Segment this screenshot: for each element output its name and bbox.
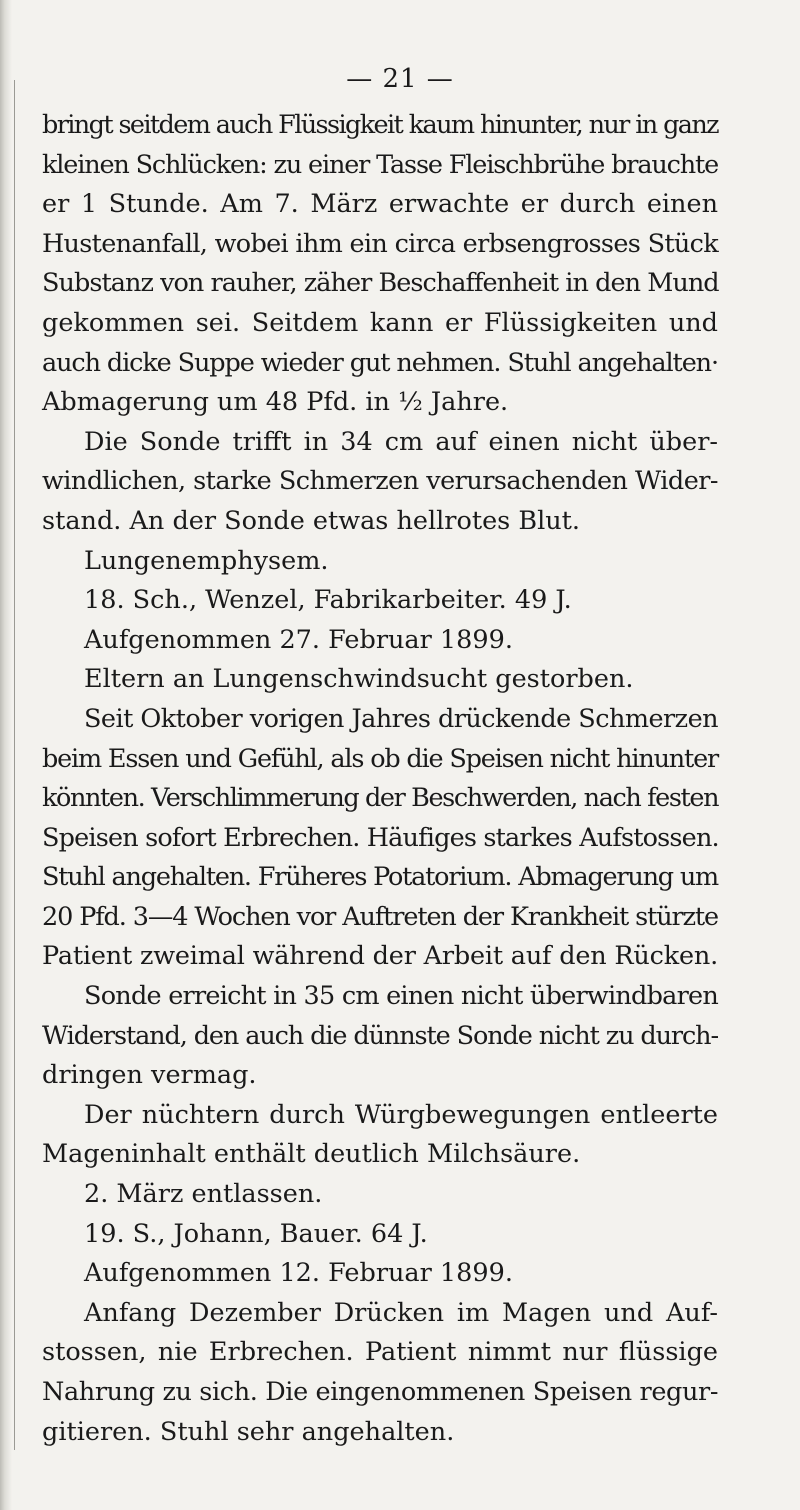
text-line: stossen, nie Erbrechen. Patient nimmt nur flüssige xyxy=(42,1337,718,1368)
text-line: gekommen sei. Seitdem kann er Flüssigkeiten und xyxy=(42,307,718,338)
text-line: kleinen Schlücken: zu einer Tasse Fleischbrühe brauchte xyxy=(42,149,719,180)
admission-line: Aufgenommen 27. Februar 1899. xyxy=(84,624,513,655)
text-line: Stuhl angehalten. Früheres Potatorium. Abmagerung um xyxy=(42,862,718,893)
text-line: Abmagerung um 48 Pfd. in ½ Jahre. xyxy=(42,387,509,418)
text-line: 20 Pfd. 3—4 Wochen vor Auftreten der Krankheit stürzte xyxy=(42,901,718,932)
paragraph-start-line: Anfang Dezember Drücken im Magen und Auf- xyxy=(84,1297,718,1328)
case-heading: 18. Sch., Wenzel, Fabrikarbeiter. 49 J. xyxy=(84,585,572,616)
body-text xyxy=(42,106,718,1452)
text-line: stand. An der Sonde etwas hellrotes Blut. xyxy=(42,505,581,536)
text-line: er 1 Stunde. Am 7. März erwachte er durch einen xyxy=(42,189,718,220)
text-line: könnten. Verschlimmerung der Beschwerden, nach festen xyxy=(42,783,719,814)
text-line: Mageninhalt enthält deutlich Milchsäure. xyxy=(42,1139,581,1170)
text-line: windlichen, starke Schmerzen verursachenden Wider- xyxy=(42,466,718,497)
text-line: Nahrung zu sich. Die eingenommenen Speisen regur- xyxy=(42,1377,719,1407)
text-line: Widerstand, den auch die dünnste Sonde nicht zu durch- xyxy=(42,1020,718,1051)
case-heading: 19. S., Johann, Bauer. 64 J. xyxy=(84,1218,428,1249)
text-line: Speisen sofort Erbrechen. Häufiges starkes Aufstossen. xyxy=(42,822,719,853)
discharge-line: 2. März entlassen. xyxy=(84,1179,323,1210)
paragraph-start-line: Die Sonde trifft in 34 cm auf einen nicht über- xyxy=(84,426,718,457)
text-line: Hustenanfall, wobei ihm ein circa erbsengrosses Stück xyxy=(42,228,718,259)
paragraph-start-line: Eltern an Lungenschwindsucht gestorben. xyxy=(84,664,634,695)
text-line: Substanz von rauher, zäher Beschaffenheit in den Mund xyxy=(42,268,719,299)
admission-line: Aufgenommen 12. Februar 1899. xyxy=(84,1258,513,1289)
text-line: auch dicke Suppe wieder gut nehmen. Stuhl angehalten· xyxy=(42,347,718,378)
page-number: — 21 — xyxy=(346,64,454,94)
text-line: dringen vermag. xyxy=(42,1060,257,1091)
text-line: gitieren. Stuhl sehr angehalten. xyxy=(42,1416,455,1447)
text-line: beim Essen und Gefühl, als ob die Speisen nicht hinunter xyxy=(42,743,718,774)
binding-line xyxy=(14,80,15,1450)
page-edge-shadow xyxy=(0,0,12,1510)
text-line: Patient zweimal während der Arbeit auf den Rücken. xyxy=(42,941,719,972)
diagnosis-line: Lungenemphysem. xyxy=(84,545,329,576)
paragraph-start-line: Sonde erreicht in 35 cm einen nicht überwindbaren xyxy=(84,981,719,1012)
text-line: bringt seitdem auch Flüssigkeit kaum hinunter, nur in ganz xyxy=(42,110,718,140)
paragraph-start-line: Der nüchtern durch Würgbewegungen entleerte xyxy=(84,1099,718,1130)
paragraph-start-line: Seit Oktober vorigen Jahres drückende Schmerzen xyxy=(84,703,719,734)
